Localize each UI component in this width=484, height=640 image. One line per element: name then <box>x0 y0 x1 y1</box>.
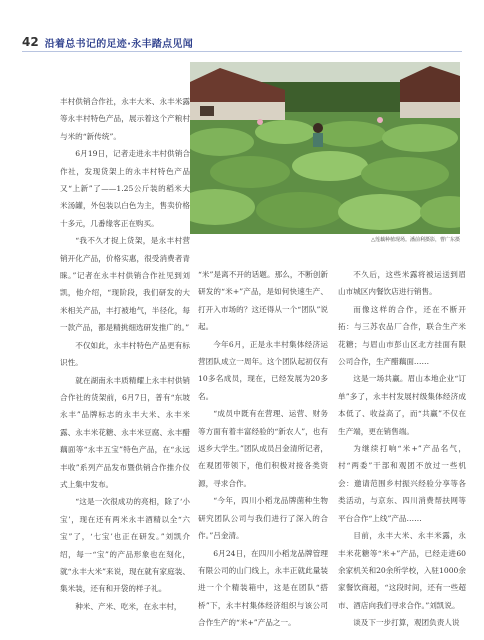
text-column-1 <box>60 93 190 615</box>
page-header <box>22 34 462 50</box>
header-rule <box>22 51 462 52</box>
paragraph: “这是一次很成功的亮相，除了‘小宝’，现在还有两米永丰酒精以全“六宝”了，‘七宝’也正在研发。”刘凯介绍，每一“宝”的产品形象也在刻化，就“永丰大米”来说，现在就有家庭装、集米装，还有和开袋的样子礼。 <box>60 497 190 594</box>
paragraph: “今年，四川小稻龙品牌菌种生物研究团队公司与我们进行了深入的合作。”吕金清。 <box>198 496 328 541</box>
paragraph: 今年6月，正是永丰村集体经济运营团队成立一周年。这个团队起初仅有10多名成员，现在，已经发展为20多名。 <box>198 339 328 401</box>
paragraph: 目前，永丰大米、永丰米露，永丰米花糖等“米+”产品，已经走进60余家机关和20余所学校，入驻1000余家餐饮商超，“这段时间，还有一些超市、酒店向我们寻求合作。”刘凯说。 <box>338 531 466 610</box>
paragraph: 不久后，这些米露将被运送到眉山市城区内餐饮店进行销售。 <box>338 270 466 297</box>
paragraph: 种米、产米、吃米，在永丰村， <box>75 601 182 611</box>
paragraph: “米”是离不开的话题。那么，不断创新研发的“米+”产品，是如何快速生产、打开入市场的？这还得从一个“团队”说起。 <box>198 270 328 332</box>
photo-caption: △莲藕种植现场。潘前利摄影，曹广东摄 <box>371 237 460 243</box>
running-title: 沿着总书记的足迹·永丰踏点见闻 <box>44 38 194 50</box>
lotus-field-photo <box>190 62 460 234</box>
paragraph: 6月19日，记者走进永丰村供销合作社，发现货架上的永丰村特色产品又“上新”了——1.25公斤装的稻米大米汤罐，外包装以白色为主，售卖价格十多元，几番缘客正在购买。 <box>60 149 190 228</box>
paragraph: 为继续打响“米+”产品名气，村“两委”干部和观团不放过一些机会：邀请范围乡村振兴经验分享等各类活动，与京东、四川消费帮扶网等平台合作“上线”产品…… <box>338 444 466 523</box>
text-column-2 <box>198 266 328 632</box>
paragraph: “成员中既有在营理、运营、财务等方面有着丰富经验的“新农人”，也有返乡大学生。”团队成员吕金清所记者，在观团带领下，他们积极对接各类资源，寻求合作。 <box>198 409 328 488</box>
paragraph: 就在湖南永丰质精耀上永丰村供销合作社的货架前，6月7日，普有“东坡永丰”品牌标志的永丰大米、永丰米露、永丰米花糖、永丰米豆腐、永丰醋藕面等“永丰五宝”特色产品，在“永远丰收”系列产品发布暨供销合作推介仪式上集中发布。 <box>60 375 190 489</box>
paragraph: 这是一场共赢。眉山本地企业“订单”多了，永丰村发展村级集体经济成本低了、收益高了，而“共赢”不仅在生产端，更在销售端。 <box>338 374 466 436</box>
paragraph: 而像这样的合作，还在不断开拓：与三苏农品厂合作，联合生产米花糖；与眉山市彭山区北方挂面有限公司合作，生产醋藕面…… <box>338 304 466 367</box>
page-number: 42 <box>22 35 39 49</box>
text-column-3 <box>338 266 466 632</box>
paragraph: 谈及下一步打算，观团负责人说 <box>353 618 460 628</box>
paragraph: 不仅如此，永丰村特色产品更有标识性。 <box>60 340 190 368</box>
paragraph: 6月24日，在四川小稻龙品牌管理有限公司的山门线上，永丰正就此量装进一个个精装箱中，这是在团队“搭桥”下，永丰村集体经济组织与该公司合作生产的“米+”产品之一。 <box>198 548 328 628</box>
paragraph: “我不久才捉上货架，是永丰村营销开化产品，价格实惠，很受消费者青睐。”记者在永丰村供销合作社见到刘凯，他介绍，“现阶段，我们研发的大米相关产品，丰打被地气，半径化，每一款产品，都是精挑细选研发推广的。” <box>60 236 190 333</box>
paragraph: 丰村供销合作社，永丰大米、永丰米露等永丰村特色产品，展示着这个产粮村与米的“新传统”。 <box>60 97 190 141</box>
